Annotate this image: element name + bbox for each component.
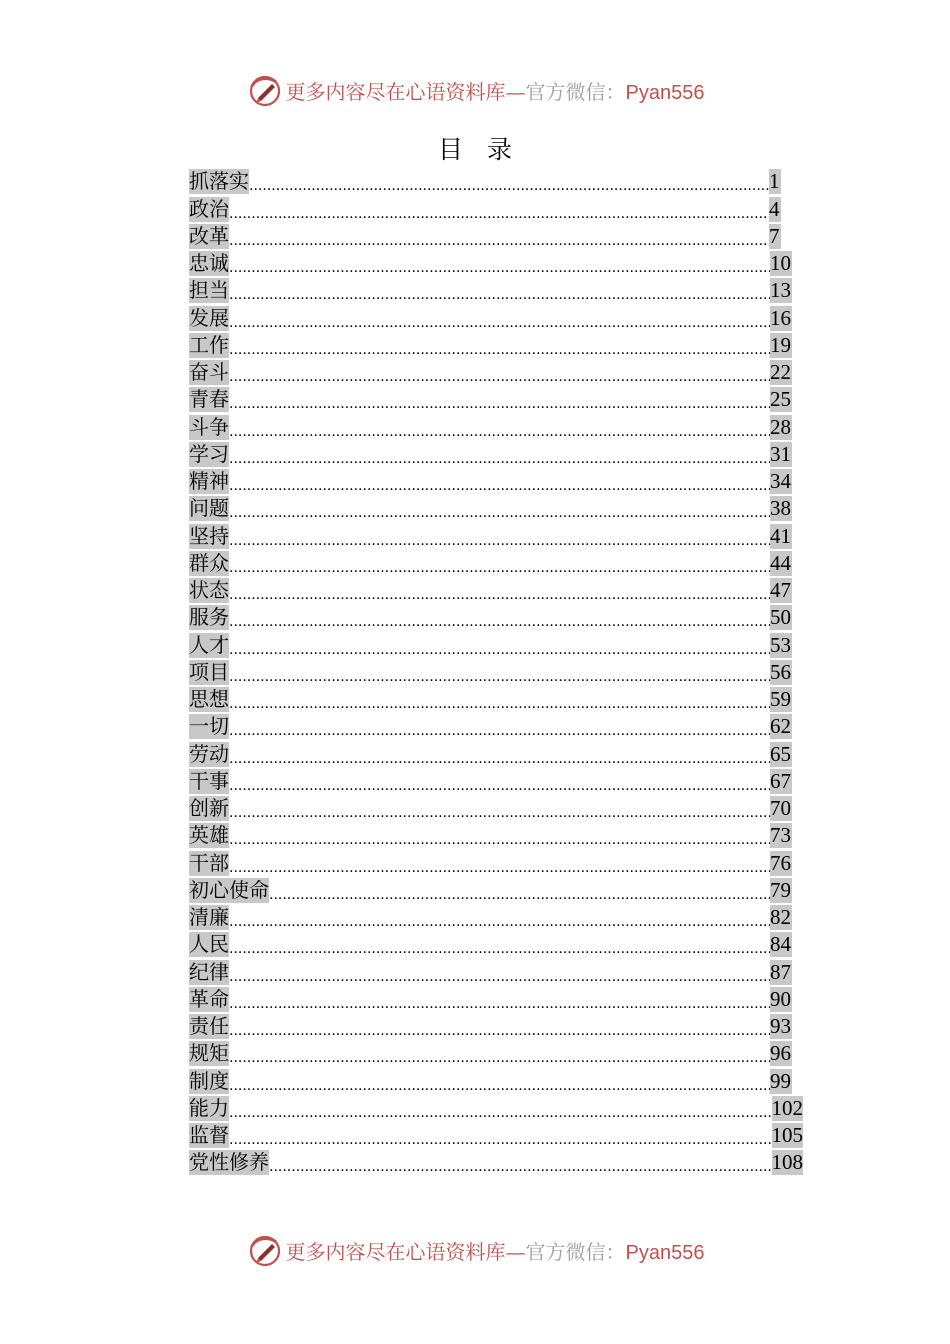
toc-entry-label: 初心使命 (189, 877, 269, 902)
toc-entry[interactable] (189, 521, 803, 548)
toc-entry-page: 90 (770, 986, 791, 1011)
toc-leader-dots (229, 469, 770, 494)
table-of-contents (189, 167, 803, 1175)
toc-entry-label: 能力 (189, 1095, 229, 1120)
toc-entry[interactable] (189, 1121, 803, 1148)
toc-leader-dots (229, 687, 770, 712)
toc-entry-page: 105 (771, 1123, 803, 1147)
toc-entry[interactable] (189, 603, 803, 630)
toc-entry-label: 人民 (189, 932, 229, 957)
toc-entry-label: 劳动 (189, 741, 229, 766)
toc-entry-page: 93 (770, 1014, 791, 1038)
toc-leader-dots (229, 605, 770, 630)
toc-entry-label: 斗争 (189, 414, 229, 439)
banner-wechat-label: 官方微信： (525, 79, 626, 104)
toc-entry-label: 思想 (189, 687, 229, 711)
toc-entry-label: 项目 (189, 659, 229, 684)
toc-entry-page: 31 (770, 441, 791, 466)
toc-leader-dots (229, 224, 769, 249)
toc-entry-label: 状态 (189, 578, 229, 602)
banner-text: 更多内容尽在心语资料库— (285, 1239, 526, 1264)
toc-leader-dots (229, 1069, 770, 1094)
toc-entry[interactable] (189, 194, 803, 221)
toc-entry-label: 青春 (189, 387, 229, 412)
toc-entry-page: 10 (770, 251, 791, 275)
toc-entry-label: 监督 (189, 1123, 229, 1147)
toc-leader-dots (229, 415, 770, 440)
toc-entry-label: 制度 (189, 1068, 229, 1093)
footer-banner (0, 1232, 950, 1268)
toc-entry-label: 规矩 (189, 1041, 229, 1066)
toc-entry-label: 问题 (189, 496, 229, 521)
toc-entry[interactable] (189, 630, 803, 657)
toc-entry-label: 责任 (189, 1014, 229, 1038)
toc-entry-label: 发展 (189, 305, 229, 330)
toc-entry-label: 改革 (189, 223, 229, 248)
toc-entry-label: 精神 (189, 469, 229, 493)
toc-entry-label: 担当 (189, 278, 229, 303)
toc-entry-page: 87 (770, 959, 791, 984)
toc-entry[interactable] (189, 930, 803, 957)
toc-entry[interactable] (189, 331, 803, 358)
toc-leader-dots (229, 960, 770, 985)
toc-entry-page: 38 (770, 496, 791, 521)
toc-entry-page: 19 (770, 332, 791, 357)
toc-entry-page: 62 (770, 714, 791, 739)
toc-entry-page: 73 (770, 823, 791, 848)
toc-entry-page: 4 (769, 196, 780, 221)
logo-icon (246, 72, 282, 108)
toc-entry[interactable] (189, 549, 803, 576)
toc-leader-dots (229, 360, 770, 385)
toc-leader-dots (229, 1096, 772, 1121)
toc-leader-dots (229, 387, 770, 412)
toc-leader-dots (229, 823, 770, 848)
toc-entry-label: 忠诚 (189, 251, 229, 275)
toc-leader-dots (249, 169, 769, 194)
toc-entry-page: 82 (770, 905, 791, 929)
toc-entry-label: 奋斗 (189, 360, 229, 384)
toc-entry-page: 76 (770, 850, 791, 875)
toc-leader-dots (229, 1041, 770, 1066)
toc-leader-dots (229, 496, 770, 521)
toc-entry-label: 干部 (189, 850, 229, 875)
toc-entry[interactable] (189, 1039, 803, 1066)
toc-entry-page: 1 (769, 169, 780, 194)
toc-entry-page: 65 (770, 741, 791, 766)
toc-entry[interactable] (189, 494, 803, 521)
toc-leader-dots (229, 987, 770, 1012)
banner-wechat-id: Pyan556 (625, 81, 705, 104)
toc-entry[interactable] (189, 739, 803, 766)
toc-leader-dots (229, 714, 770, 739)
toc-leader-dots (269, 1150, 772, 1175)
toc-entry[interactable] (189, 903, 803, 930)
toc-entry-label: 一切 (189, 714, 229, 739)
toc-entry-label: 学习 (189, 441, 229, 466)
toc-entry-page: 25 (770, 387, 791, 412)
toc-entry[interactable] (189, 767, 803, 794)
banner-wechat-id: Pyan556 (625, 1241, 705, 1264)
toc-entry[interactable] (189, 685, 803, 712)
toc-entry-label: 群众 (189, 550, 229, 575)
toc-entry[interactable] (189, 712, 803, 739)
toc-leader-dots (229, 905, 770, 930)
toc-leader-dots (229, 742, 770, 767)
toc-entry-label: 服务 (189, 605, 229, 630)
toc-leader-dots (229, 197, 769, 222)
toc-entry[interactable] (189, 276, 803, 303)
toc-entry-label: 工作 (189, 332, 229, 357)
toc-entry-page: 108 (771, 1150, 803, 1175)
toc-entry-page: 22 (770, 360, 791, 384)
toc-leader-dots (229, 660, 770, 685)
toc-entry[interactable] (189, 985, 803, 1012)
banner-wechat-label: 官方微信： (525, 1239, 626, 1264)
toc-entry-page: 28 (770, 414, 791, 439)
toc-entry-label: 党性修养 (189, 1150, 269, 1175)
toc-entry[interactable] (189, 167, 803, 194)
toc-entry[interactable] (189, 385, 803, 412)
toc-leader-dots (229, 306, 770, 331)
toc-leader-dots (229, 278, 770, 303)
toc-entry[interactable] (189, 1094, 803, 1121)
toc-entry[interactable] (189, 412, 803, 439)
toc-entry-page: 56 (770, 659, 791, 684)
toc-entry[interactable] (189, 658, 803, 685)
toc-entry-page: 7 (769, 223, 780, 248)
toc-entry-page: 67 (770, 768, 791, 793)
toc-entry-page: 16 (770, 305, 791, 330)
toc-entry-page: 59 (770, 687, 791, 711)
toc-entry[interactable] (189, 467, 803, 494)
toc-leader-dots (229, 1123, 772, 1148)
toc-entry[interactable] (189, 957, 803, 984)
toc-entry-page: 44 (770, 550, 791, 575)
toc-entry-page: 96 (770, 1041, 791, 1066)
toc-entry-page: 41 (770, 523, 791, 548)
toc-leader-dots (229, 633, 770, 658)
toc-leader-dots (229, 851, 770, 876)
toc-leader-dots (269, 878, 770, 903)
toc-leader-dots (229, 333, 770, 358)
toc-leader-dots (229, 796, 770, 821)
toc-entry-label: 革命 (189, 986, 229, 1011)
toc-entry-label: 纪律 (189, 959, 229, 984)
toc-entry-label: 抓落实 (189, 169, 249, 194)
toc-entry[interactable] (189, 848, 803, 875)
toc-leader-dots (229, 578, 770, 603)
toc-entry-page: 47 (770, 578, 791, 602)
toc-leader-dots (229, 1014, 770, 1039)
toc-title: 目录 (437, 135, 536, 164)
logo-icon (246, 1232, 282, 1268)
toc-entry-label: 坚持 (189, 523, 229, 548)
toc-entry[interactable] (189, 794, 803, 821)
toc-entry-page: 102 (771, 1095, 803, 1120)
toc-entry-page: 34 (770, 469, 791, 493)
toc-leader-dots (229, 251, 770, 276)
toc-entry[interactable] (189, 303, 803, 330)
toc-leader-dots (229, 551, 770, 576)
toc-entry[interactable] (189, 576, 803, 603)
toc-entry-page: 53 (770, 632, 791, 657)
toc-leader-dots (229, 932, 770, 957)
banner-text: 更多内容尽在心语资料库— (285, 79, 526, 104)
toc-leader-dots (229, 442, 770, 467)
toc-entry-page: 79 (770, 877, 791, 902)
toc-entry[interactable] (189, 249, 803, 276)
toc-entry-label: 人才 (189, 632, 229, 657)
toc-entry-label: 创新 (189, 796, 229, 820)
toc-entry[interactable] (189, 821, 803, 848)
toc-entry[interactable] (189, 358, 803, 385)
toc-entry[interactable] (189, 1066, 803, 1093)
toc-entry[interactable] (189, 1148, 803, 1175)
toc-entry[interactable] (189, 1012, 803, 1039)
header-banner (0, 72, 950, 108)
toc-entry[interactable] (189, 440, 803, 467)
toc-leader-dots (229, 769, 770, 794)
toc-entry-page: 70 (770, 796, 791, 820)
toc-entry-label: 英雄 (189, 823, 229, 848)
toc-entry-label: 政治 (189, 196, 229, 221)
toc-entry-page: 50 (770, 605, 791, 630)
toc-entry-label: 清廉 (189, 905, 229, 929)
toc-entry-page: 84 (770, 932, 791, 957)
toc-entry-page: 13 (770, 278, 791, 303)
toc-entry[interactable] (189, 876, 803, 903)
toc-entry-page: 99 (770, 1068, 791, 1093)
toc-leader-dots (229, 524, 770, 549)
toc-entry[interactable] (189, 222, 803, 249)
toc-entry-label: 干事 (189, 768, 229, 793)
